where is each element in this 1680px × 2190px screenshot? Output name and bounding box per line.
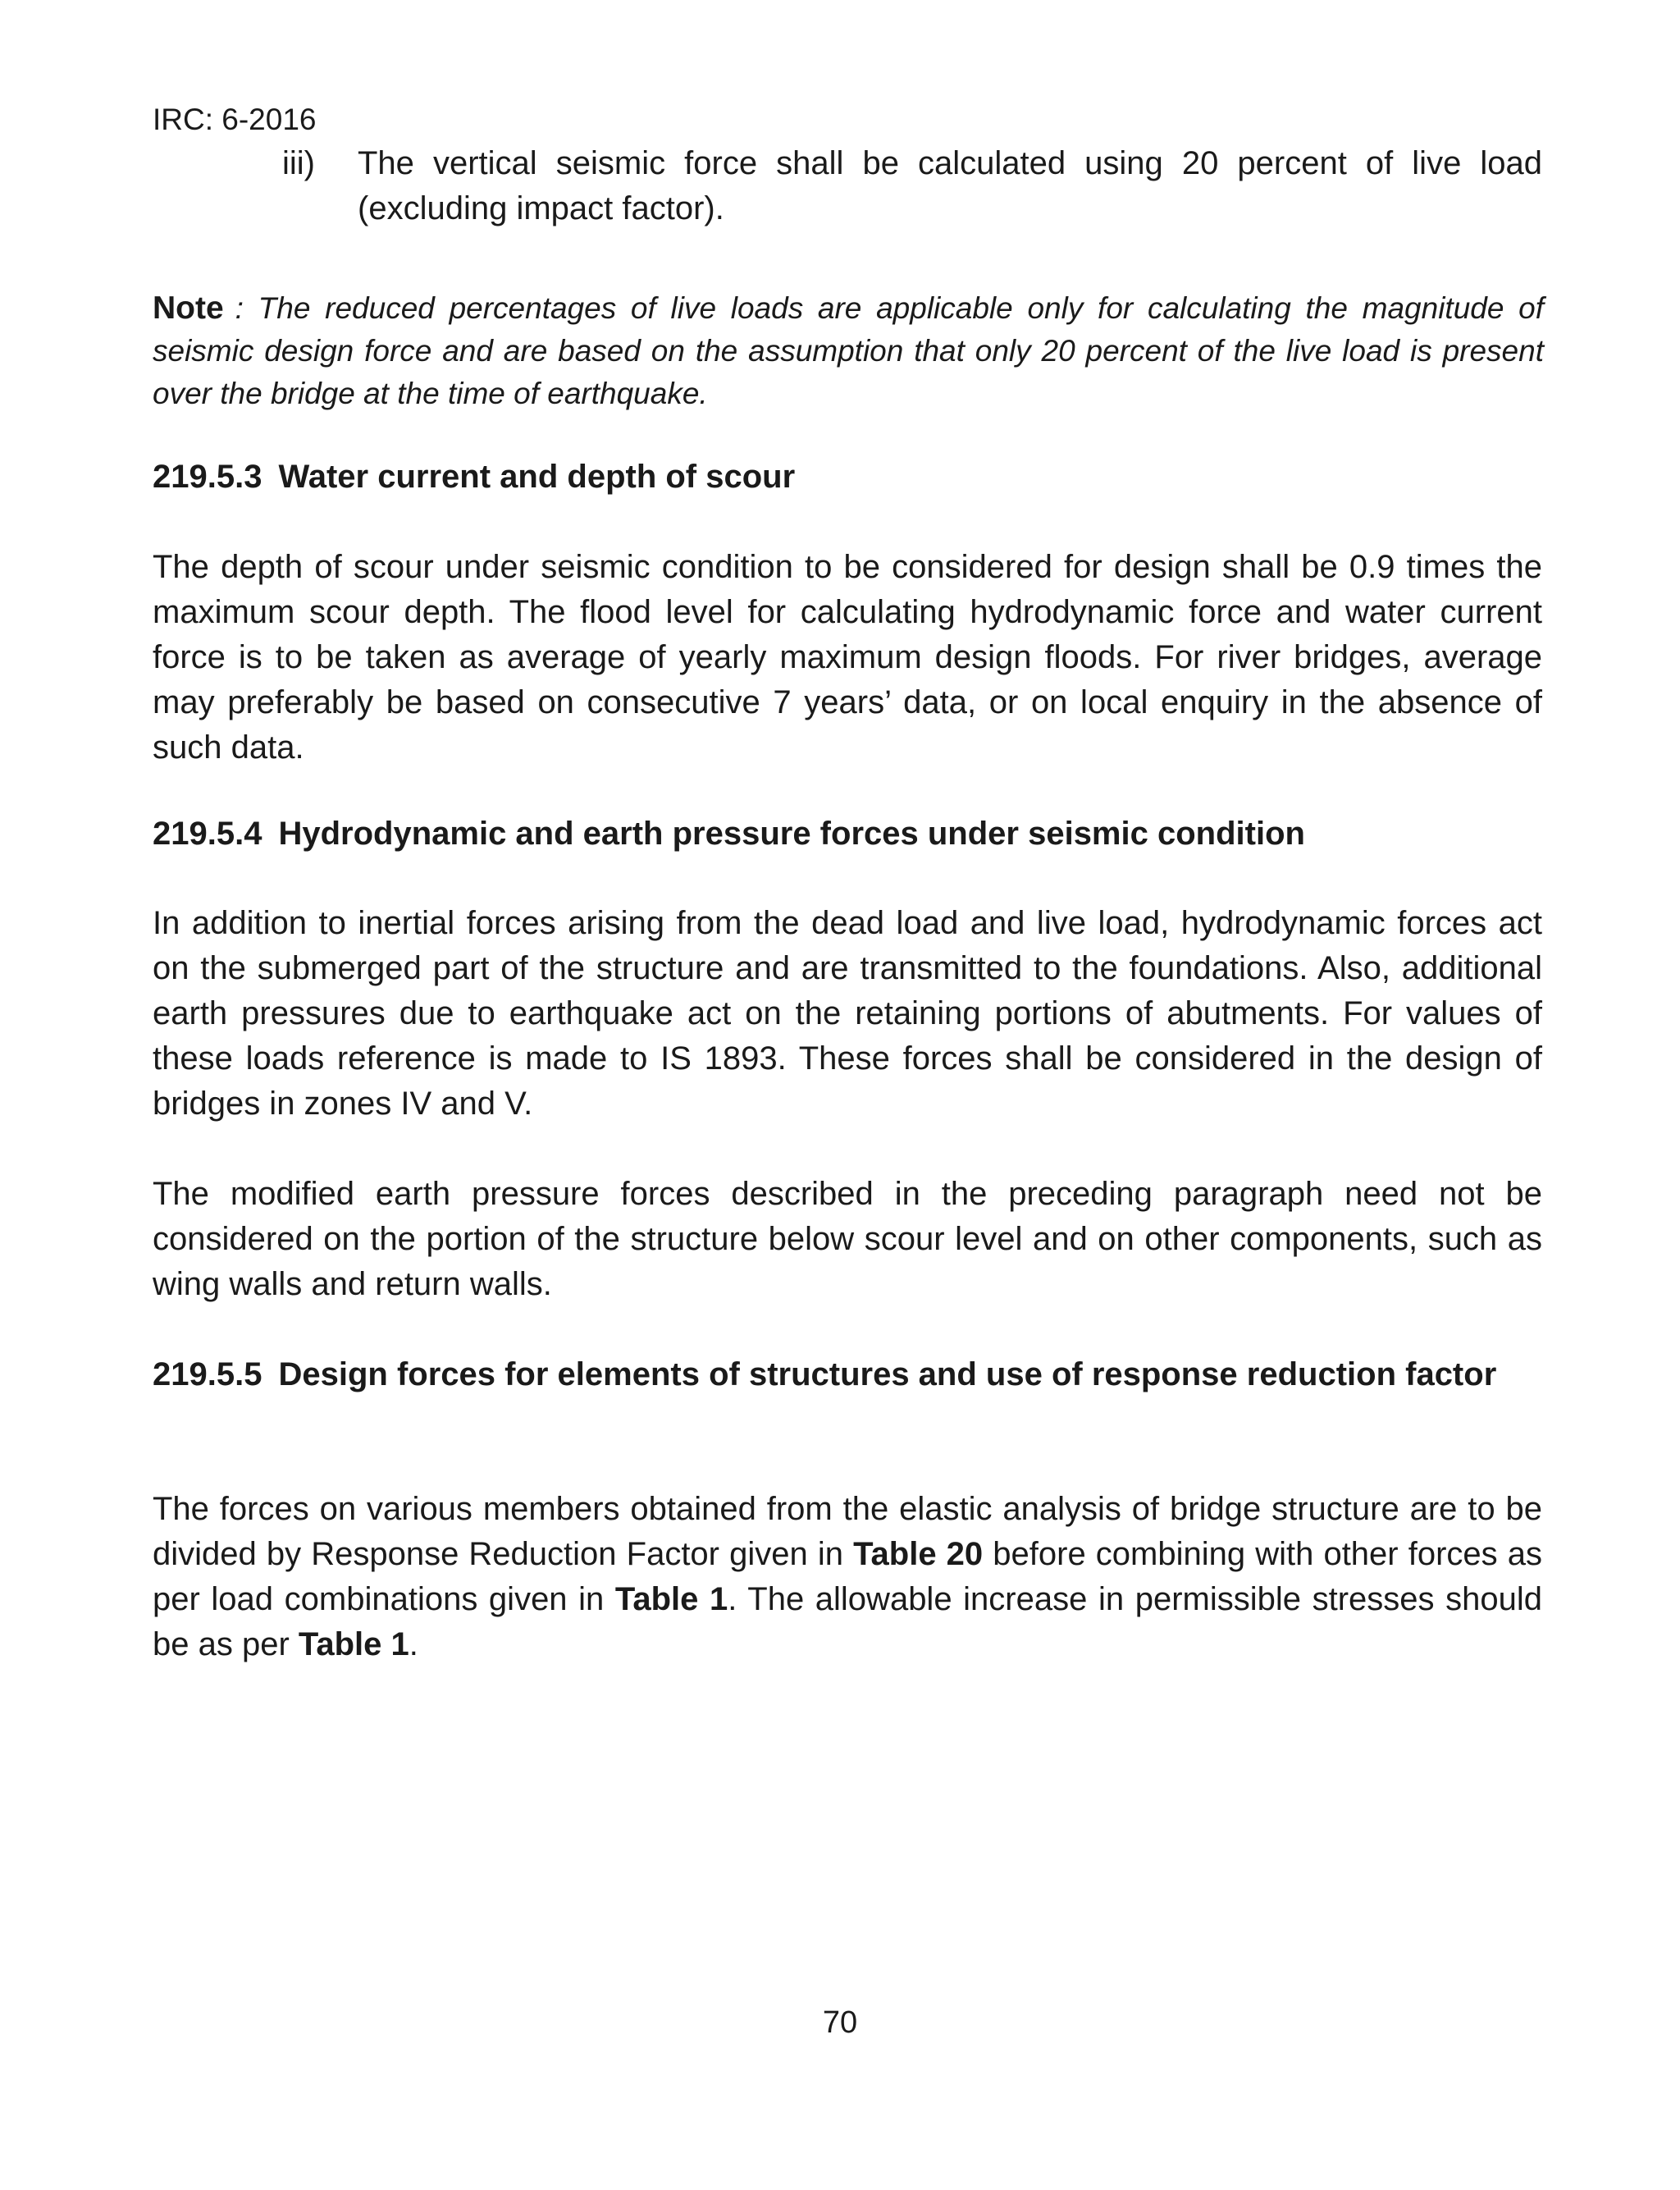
section-number: 219.5.5: [153, 1356, 262, 1392]
table-ref: Table 1: [614, 1581, 728, 1617]
para-text: .: [409, 1626, 418, 1662]
section-heading-219-5-4: [153, 812, 1542, 857]
section-paragraph: In addition to inertial forces arising from the dead load and live load, hydrodynamic forces act on the submerged part of the structure and are transmitted to the foundations. Also, additional earth pressures due to earthquake act on the retaining portions of abutments. For values of these loads reference is made to IS 1893. These forces shall be considered in the design of bridges in zones IV and V.: [153, 905, 1542, 1122]
para-text: before combining with other forces as per load combinations given in: [153, 1536, 1542, 1617]
note-block: [153, 287, 1544, 415]
section-title: Hydrodynamic and earth pressure forces under seismic condition: [278, 816, 1305, 852]
section-heading-219-5-3: [153, 455, 1542, 500]
list-marker: iii): [282, 145, 315, 181]
section-paragraph: [153, 1487, 1542, 1667]
section-paragraph: The modified earth pressure forces described in the preceding paragraph need not be considered on the portion of the structure below scour level and on other components, such as wing walls and return walls.: [153, 1176, 1542, 1302]
table-ref: Table 20: [853, 1536, 984, 1572]
para-text: The forces on various members obtained from the elastic analysis of bridge structure are to be divided by Response Reduction Factor given in: [153, 1491, 1542, 1572]
page-number: 70: [822, 2005, 858, 2040]
list-item-iii: [153, 141, 1542, 231]
table-ref: Table 1: [298, 1626, 409, 1662]
section-title: Design forces for elements of structures and use of response reduction factor: [278, 1356, 1497, 1392]
section-number: 219.5.3: [153, 459, 262, 495]
list-item-text: The vertical seismic force shall be calculated using 20 percent of live load (excluding impact factor).: [358, 145, 1542, 226]
section-heading-219-5-5: [153, 1352, 1542, 1397]
section-paragraph: The depth of scour under seismic condition to be considered for design shall be 0.9 times the maximum scour depth. The flood level for calculating hydrodynamic force and water current force is to be taken as average of yearly maximum design floods. For river bridges, average may preferably be based on consecutive 7 years’ data, or on local enquiry in the absence of such data.: [153, 549, 1542, 766]
para-text: . The allowable increase in permissible stresses should be as per: [153, 1581, 1542, 1662]
section-title: Water current and depth of scour: [278, 459, 796, 495]
note-label: Note: [153, 290, 224, 326]
document-code: IRC: 6-2016: [153, 103, 317, 136]
section-number: 219.5.4: [153, 816, 262, 852]
note-text: : The reduced percentages of live loads are applicable only for calculating the magnitude of seismic design force and are based on the assumption that only 20 percent of the live load is present over the bridge at the time of earthquake.: [153, 291, 1544, 410]
